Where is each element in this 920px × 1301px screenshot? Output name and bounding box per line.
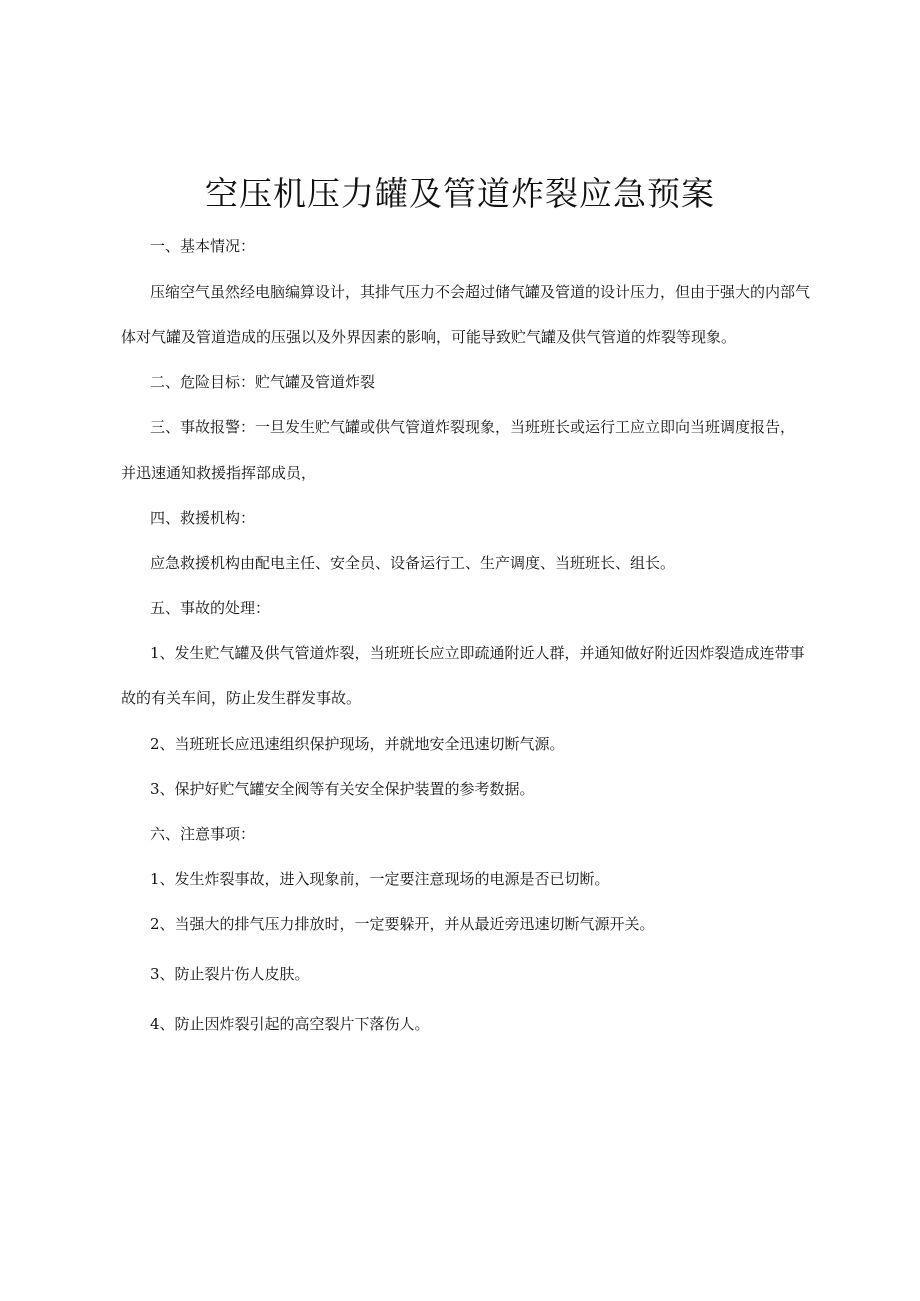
section-heading-accident-alarm: 三、事故报警：一旦发生贮气罐或供气管道炸裂现象，当班班长或运行工应立即向当班调度报告， xyxy=(150,418,796,436)
list-item: 2、当强大的排气压力排放时，一定要躲开，并从最近旁迅速切断气源开关。 xyxy=(150,915,655,933)
section-heading-accident-handling: 五、事故的处理： xyxy=(150,599,271,617)
paragraph-line: 故的有关车间，防止发生群发事故。 xyxy=(121,689,362,707)
list-item: 4、防止因炸裂引起的高空裂片下落伤人。 xyxy=(150,1015,430,1033)
section-heading-rescue-organization: 四、救援机构： xyxy=(150,509,256,527)
paragraph-line: 压缩空气虽然经电脑编算设计，其排气压力不会超过储气罐及管道的设计压力，但由于强大的内部气 xyxy=(150,283,811,301)
document-title: 空压机压力罐及管道炸裂应急预案 xyxy=(205,174,715,213)
list-item: 3、防止裂片伤人皮肤。 xyxy=(150,965,310,983)
paragraph-line: 体对气罐及管道造成的压强以及外界因素的影响，可能导致贮气罐及供气管道的炸裂等现象。 xyxy=(121,328,737,346)
list-item: 1、发生贮气罐及供气管道炸裂，当班班长应立即疏通附近人群，并通知做好附近因炸裂造成连带事 xyxy=(150,644,805,662)
section-heading-basic-situation: 一、基本情况： xyxy=(150,237,256,255)
list-item: 3、保护好贮气罐安全阀等有关安全保护装置的参考数据。 xyxy=(150,780,535,798)
list-item: 1、发生炸裂事故，进入现象前，一定要注意现场的电源是否已切断。 xyxy=(150,870,610,888)
paragraph-line: 应急救援机构由配电主任、安全员、设备运行工、生产调度、当班班长、组长。 xyxy=(150,554,676,572)
list-item: 2、当班班长应迅速组织保护现场，并就地安全迅速切断气源。 xyxy=(150,735,565,753)
section-heading-precautions: 六、注意事项： xyxy=(150,825,256,843)
section-heading-hazard-target: 二、危险目标：贮气罐及管道炸裂 xyxy=(150,373,376,391)
paragraph-line: 并迅速通知救援指挥部成员， xyxy=(121,464,317,482)
